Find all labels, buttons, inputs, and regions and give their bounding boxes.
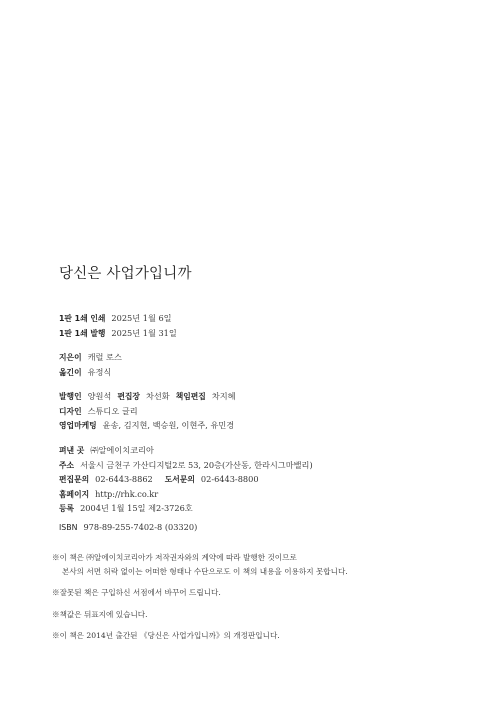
order-contact-phone: 02-6443-8800 <box>200 474 259 485</box>
order-contact-label: 도서문의 <box>164 475 195 485</box>
registration-row <box>59 501 313 516</box>
marketing-label: 영업마케팅 <box>59 421 97 431</box>
author-name: 캐럴 로스 <box>87 352 122 362</box>
publisher-editor-row <box>59 389 236 404</box>
note-revised-edition: ※이 책은 2014년 출간된 《당신은 사업가입니까》의 개정판입니다. <box>52 630 280 640</box>
homepage-label: 홈페이지 <box>59 489 90 499</box>
first-publish-date: 2025년 1월 31일 <box>111 327 177 338</box>
publisher-label: 발행인 <box>59 392 82 401</box>
author-row <box>59 350 122 365</box>
isbn-label: ISBN <box>59 523 78 532</box>
marketing-row <box>59 418 236 433</box>
note-exchange: ※잘못된 책은 구입하신 서점에서 바꾸어 드립니다. <box>52 588 221 598</box>
contact-row <box>59 472 313 487</box>
design-name: 스튜디오 글리 <box>87 405 138 416</box>
printing-info <box>59 311 177 340</box>
homepage-url: http://rhk.co.kr <box>95 488 159 499</box>
edit-contact-phone: 02-6443-8862 <box>95 474 153 485</box>
publisher-info <box>59 443 313 516</box>
staff-credits <box>59 389 236 433</box>
responsible-editor-name: 차지혜 <box>211 391 236 401</box>
note-copyright: ※이 책은 ㈜알에이치코리아가 저작권자와의 계약에 따라 발행한 것이므로 <box>52 553 297 562</box>
edit-contact-label: 편집문의 <box>59 475 90 485</box>
translator-row <box>59 365 122 380</box>
design-row <box>59 404 236 419</box>
translator-label: 옮긴이 <box>59 367 82 377</box>
design-label: 디자인 <box>59 406 82 416</box>
registration-value: 2004년 1월 15일 제2-3726호 <box>80 503 193 514</box>
address-row <box>59 458 313 473</box>
first-publish-label: 1판 1쇄 발행 <box>59 328 106 338</box>
editor-in-chief-name: 차선화 <box>145 391 170 401</box>
isbn-row <box>59 520 197 535</box>
publisher-name: 양원석 <box>87 391 112 401</box>
isbn-value: 978-89-255-7402-8 (03320) <box>83 522 198 532</box>
translator-name: 유정식 <box>87 366 112 377</box>
marketing-names: 윤송, 김지현, 백승원, 이현주, 유민경 <box>102 420 235 431</box>
registration-label: 등록 <box>59 504 75 514</box>
address-label: 주소 <box>59 460 75 470</box>
first-print-row <box>59 311 177 326</box>
editor-in-chief-label: 편집장 <box>117 392 140 401</box>
first-print-label: 1판 1쇄 인쇄 <box>59 314 106 323</box>
company-name: ㈜알에이치코리아 <box>90 445 154 455</box>
first-print-date: 2025년 1월 6일 <box>111 313 172 323</box>
company-label: 펴낸 곳 <box>59 446 85 455</box>
note-copyright-cont: 본사의 서면 허락 없이는 어떠한 형태나 수단으로도 이 책의 내용을 이용하지 못합니다. <box>62 567 348 577</box>
homepage-row <box>59 487 313 502</box>
company-row <box>59 443 313 458</box>
isbn-info <box>59 520 197 535</box>
address-value: 서울시 금천구 가산디지털2로 53, 20층(가산동, 한라시그마밸리) <box>80 459 313 470</box>
author-label: 지은이 <box>59 353 82 362</box>
note-price: ※책값은 뒤표지에 있습니다. <box>52 609 148 619</box>
book-title: 당신은 사업가입니까 <box>59 266 192 282</box>
responsible-editor-label: 책임편집 <box>175 392 206 401</box>
first-publish-row <box>59 326 177 341</box>
notes <box>52 551 348 643</box>
author-credits <box>59 350 122 379</box>
